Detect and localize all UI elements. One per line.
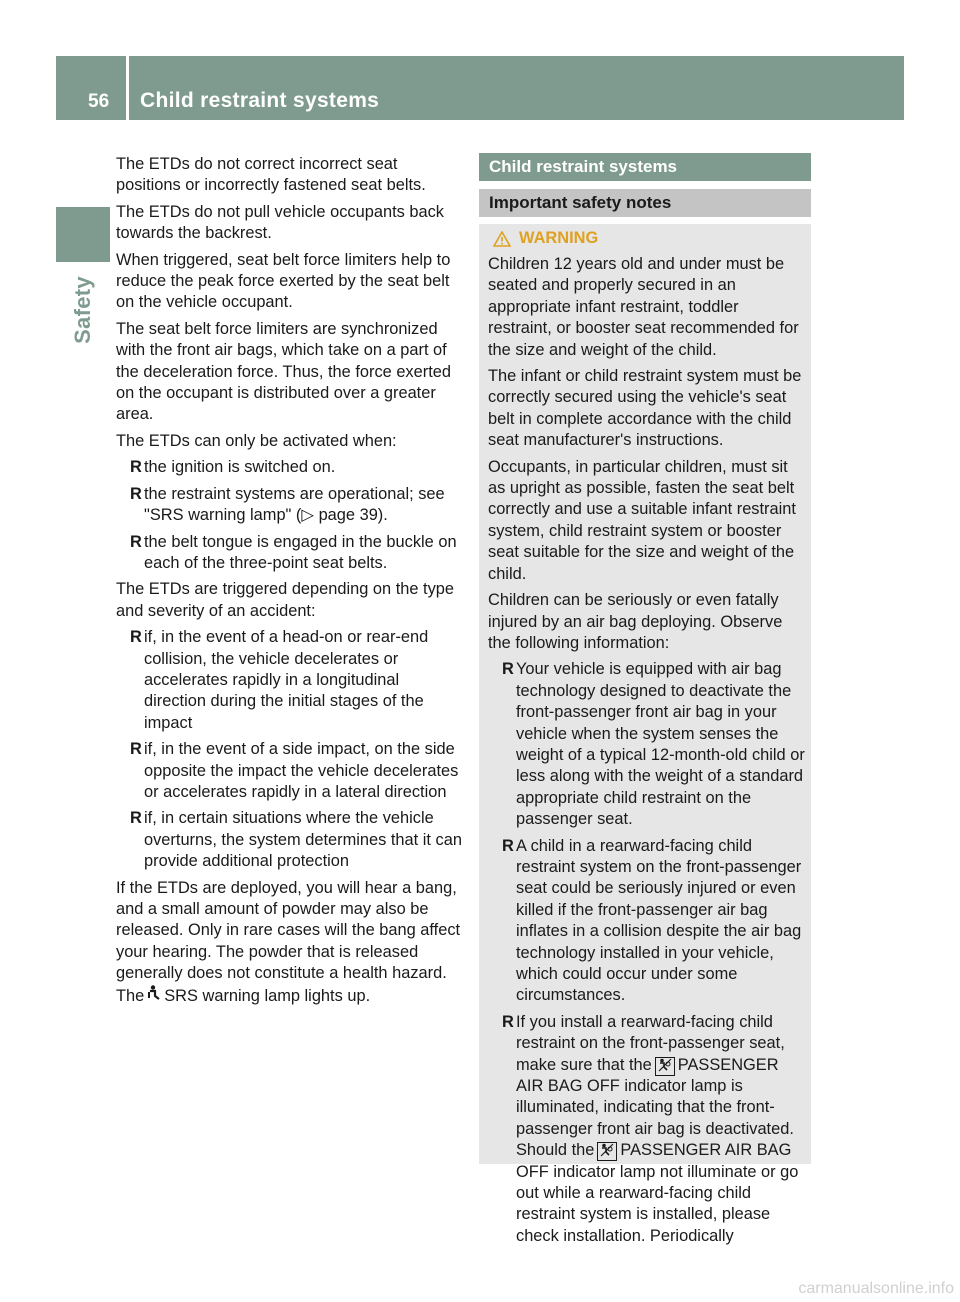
bullet-icon: R xyxy=(130,628,142,647)
paragraph: If the ETDs are deployed, you will hear a bang, and a small amount of powder may also be released. Only in rare cases will the bang affect your hearing. The powder that is released generally does not constitute a health hazard. The SRS warning lamp lights up. xyxy=(116,878,461,1005)
bullet-icon: R xyxy=(502,836,514,855)
bullet-icon: R xyxy=(130,809,142,828)
section-title: Child restraint systems xyxy=(479,153,811,181)
bullet-icon: R xyxy=(502,1012,514,1031)
list-item: R A child in a rearward-facing child restraint system on the front-passenger seat could be seriously injured or even killed if the front-passenger air bag inflates in a collision despite the air bag technology installed in your vehicle, which could occur under some circumstances. xyxy=(502,836,802,1005)
srs-warning-lamp-icon xyxy=(144,987,164,1005)
list-item: R if, in certain situations where the vehicle overturns, the system determines that it can provide additional protection xyxy=(130,809,462,871)
paragraph: The ETDs are triggered depending on the type and severity of an accident: xyxy=(116,580,455,620)
paragraph: The ETDs can only be activated when: xyxy=(116,431,397,450)
page-ref-arrow-icon: ▷ xyxy=(301,506,314,525)
activation-list xyxy=(116,457,462,574)
bullet-icon: R xyxy=(130,458,142,477)
bullet-icon: R xyxy=(502,660,514,679)
bullet-icon: R xyxy=(130,740,142,759)
paragraph: Children 12 years old and under must be seated and properly secured in an appropriate infant restraint, toddler restraint, or booster seat recommended for the size and weight of the child. xyxy=(488,255,799,359)
side-tab-label: Safety xyxy=(70,276,95,344)
header-title: Child restraint systems xyxy=(140,89,380,112)
paragraph: The ETDs do not pull vehicle occupants back towards the backrest. xyxy=(116,202,444,243)
paragraph: The ETDs do not correct incorrect seat positions or incorrectly fastened seat belts. xyxy=(116,155,426,195)
warning-heading xyxy=(488,228,806,249)
passenger-airbag-off-icon xyxy=(597,1142,617,1161)
right-column xyxy=(488,228,806,1252)
paragraph: Occupants, in particular children, must sit as upright as possible, fasten the seat belt correctly and use a suitable infant restraint system, child restraint system or booster seat suitable for the size and weight of the child. xyxy=(488,457,796,583)
paragraph: The infant or child restraint system must be correctly secured using the vehicle's seat belt in complete accordance with the child seat manufacturer's instructions. xyxy=(488,367,802,450)
paragraph: When triggered, seat belt force limiters help to reduce the peak force exerted by the seat belt on the vehicle occupant. xyxy=(116,250,451,312)
list-item: R if, in the event of a head-on or rear-end collision, the vehicle decelerates or accelerates rapidly in a longitudinal direction during the initial stages of the impact xyxy=(130,628,429,732)
bullet-icon: R xyxy=(130,484,142,503)
passenger-airbag-off-icon xyxy=(655,1057,675,1076)
airbag-info-list xyxy=(488,659,806,1247)
page-reference-link[interactable]: page 39). xyxy=(318,506,388,525)
bullet-icon: R xyxy=(130,532,142,551)
list-item: R if, in the event of a side impact, on the side opposite the impact the vehicle decelerates or accelerates rapidly in a lateral direction xyxy=(130,740,459,801)
page-number: 56 xyxy=(88,91,110,112)
header-divider xyxy=(126,56,129,120)
list-item: R the restraint systems are operational; see "SRS warning lamp" (▷ page 39). xyxy=(130,484,445,525)
list-item: R the ignition is switched on. xyxy=(116,457,462,478)
paragraph: Children can be seriously or even fatally injured by an air bag deploying. Observe the following information: xyxy=(488,591,783,652)
list-item: R the belt tongue is engaged in the buckle on each of the three-point seat belts. xyxy=(130,532,457,572)
warning-triangle-icon xyxy=(493,231,511,247)
list-item: R If you install a rearward-facing child restraint on the front-passenger seat, make sure that the PASSENGER AIR BAG OFF indicator lamp is illuminated, indicating that the front-passenger front air bag is deactivated. Should the PASSENGER AIR BAG OFF indicator lamp not illuminate or go out while a rearward-facing child restraint system is installed, please check installation. Periodically xyxy=(502,1012,799,1245)
watermark: carmanualsonline.info xyxy=(798,1280,954,1297)
side-tab-block xyxy=(56,207,110,262)
trigger-list xyxy=(116,627,462,872)
subsection-title: Important safety notes xyxy=(479,189,811,217)
paragraph: The seat belt force limiters are synchronized with the front air bags, which take on a part of the deceleration force. Thus, the force exerted on the occupant is distributed over a greater area. xyxy=(116,319,451,424)
list-item: R Your vehicle is equipped with air bag technology designed to deactivate the front-passenger front air bag in your vehicle when the system senses the weight of a typical 12-month-old child or less along with the weight of a standard appropriate child restraint on the passenger seat. xyxy=(502,660,805,829)
warning-label: WARNING xyxy=(519,228,599,247)
left-column xyxy=(116,154,462,1012)
